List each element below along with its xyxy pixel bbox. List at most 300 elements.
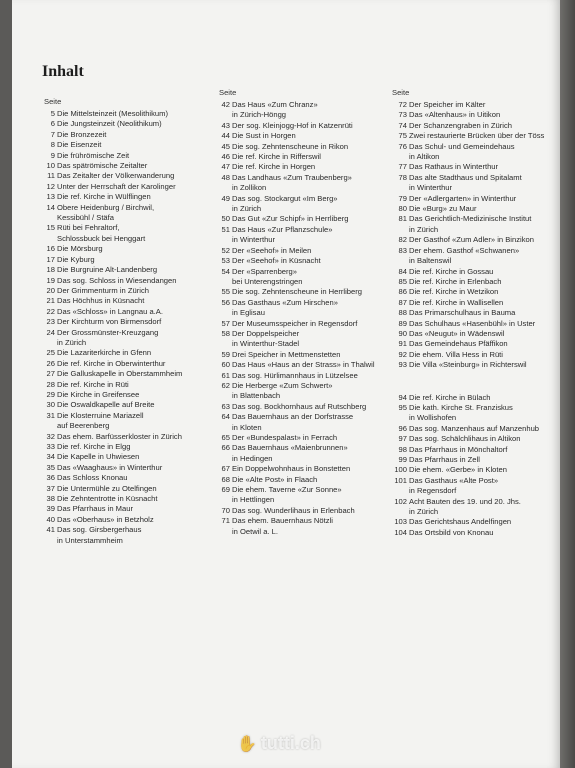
page-number: 52: [221, 245, 230, 255]
page-number: 30: [46, 400, 55, 410]
toc-entry-continuation: [392, 507, 572, 517]
page-number: 19: [46, 275, 55, 285]
toc-entry: [219, 516, 389, 526]
page-number: 7: [50, 129, 55, 139]
toc-entry: [44, 151, 214, 161]
entry-title: Die ref. Kirche in Bülach: [409, 392, 491, 402]
entry-title: Das spätrömische Zeitalter: [57, 161, 148, 171]
page-number: 66: [221, 443, 230, 453]
toc-entry: [392, 517, 572, 527]
entry-location: in Winterthur: [409, 183, 453, 193]
toc-entry: [392, 528, 572, 538]
page-number: 55: [221, 287, 230, 297]
page-number: 12: [46, 181, 55, 191]
toc-entry: [392, 214, 572, 224]
entry-title: Die ref. Kirche in Erlenbach: [409, 276, 502, 286]
page-number: 43: [221, 120, 230, 130]
toc-entry-continuation: [44, 234, 214, 244]
toc-entry: [392, 455, 572, 465]
toc-entry: [392, 329, 572, 339]
toc-entry-continuation: [392, 183, 572, 193]
toc-entry-continuation: [392, 256, 572, 266]
entry-title: Obere Heidenburg / Birchwil,: [57, 202, 155, 212]
toc-entry-continuation: [219, 339, 389, 349]
entry-title: Das sog. Schälchlihaus in Altikon: [409, 434, 521, 444]
entry-title: Das sog. Wunderlihaus in Erlenbach: [232, 505, 355, 515]
toc-entry: [392, 100, 572, 110]
toc-entry: [392, 194, 572, 204]
page-number: 44: [221, 131, 230, 141]
toc-entry: [219, 152, 389, 162]
page-number: 104: [394, 527, 407, 537]
entry-title: Die ehem. «Gerbe» in Kloten: [409, 465, 507, 475]
entry-title: Die Lazariterkirche in Gfenn: [57, 348, 152, 358]
entry-title: Der «Seehof» in Küsnacht: [232, 256, 321, 266]
toc-entry: [219, 443, 389, 453]
page-number: 54: [221, 266, 230, 276]
entry-title: Das sog. Manzenhaus auf Manzenhub: [409, 423, 540, 433]
entry-location: in Oetwil a. L.: [232, 526, 279, 536]
page-number: 36: [46, 473, 55, 483]
page-number: 56: [221, 297, 230, 307]
column-header-seite: Seite: [392, 88, 410, 97]
page-number: 87: [398, 297, 407, 307]
entry-title: Das Schulhaus «Hasenbühl» in Uster: [409, 318, 536, 328]
toc-entry: [392, 339, 572, 349]
toc-entry: [44, 244, 214, 254]
page-number: 17: [46, 254, 55, 264]
page-number: 22: [46, 306, 55, 316]
toc-entry: [44, 473, 214, 483]
entry-title: Das Schul- und Gemeindehaus: [409, 141, 515, 151]
toc-entry: [392, 246, 572, 256]
toc-entry: [44, 400, 214, 410]
toc-entry: [392, 287, 572, 297]
page-number: 11: [47, 171, 55, 181]
page-number: 100: [394, 465, 407, 475]
entry-title: Die «Burg» zu Maur: [409, 204, 477, 214]
page-number: 86: [398, 287, 407, 297]
toc-entry: [219, 381, 389, 391]
toc-entry: [219, 142, 389, 152]
toc-entry: [44, 369, 214, 379]
entry-title: Das Bauernhaus «Maienbrunnen»: [232, 443, 348, 453]
toc-entry: [44, 265, 214, 275]
page-number: 99: [398, 455, 407, 464]
entry-location: in Zürich-Höngg: [232, 110, 287, 120]
page-number: 93: [398, 360, 407, 370]
entry-title: Die frührömische Zeit: [57, 150, 130, 160]
toc-entry: [392, 350, 572, 360]
toc-entry-continuation: [44, 536, 214, 546]
toc-entry-continuation: [219, 235, 389, 245]
page-number: 50: [221, 214, 230, 224]
toc-entry: [44, 203, 214, 213]
page-number: 75: [398, 131, 407, 141]
entry-title: Unter der Herrschaft der Karolinger: [57, 181, 176, 191]
entry-title: Das Pfarrhaus in Maur: [57, 504, 133, 514]
page-number: 63: [221, 401, 230, 411]
entry-title: Die Kapelle in Uhwiesen: [57, 452, 140, 462]
entry-title: Die Galluskapelle in Oberstammheim: [57, 369, 183, 379]
page-number: 32: [46, 431, 55, 441]
entry-location: in Baltenswil: [409, 256, 452, 266]
toc-entry: [219, 464, 389, 474]
entry-title: Die Herberge «Zum Schwert»: [232, 380, 333, 390]
page-number: 97: [398, 434, 407, 444]
page-number: 92: [398, 349, 407, 359]
page-number: 34: [46, 452, 55, 462]
toc-entry: [392, 393, 572, 403]
page-number: 102: [394, 496, 407, 506]
toc-entry-continuation: [392, 152, 572, 162]
entry-location: in Zürich: [57, 337, 87, 347]
page-number: 94: [398, 392, 407, 402]
entry-title: Das Landhaus «Zum Traubenberg»: [232, 172, 352, 182]
toc-entry: [392, 445, 572, 455]
entry-title: Das Gemeindehaus Pfäffikon: [409, 339, 508, 349]
page-number: 31: [46, 410, 55, 420]
page-number: 82: [398, 235, 407, 245]
entry-location: in Regensdorf: [409, 486, 457, 496]
page-number: 40: [46, 514, 55, 524]
entry-location: in Zürich: [409, 224, 439, 234]
toc-entry: [44, 484, 214, 494]
page-number: 25: [46, 348, 55, 358]
toc-entry-continuation: [219, 391, 389, 401]
page-number: 71: [221, 516, 230, 526]
entry-title: Die ref. Kirche in Horgen: [232, 162, 316, 172]
entry-title: Das sog. Stockargut «Im Berg»: [232, 193, 338, 203]
toc-entry-continuation: [219, 183, 389, 193]
page-number: 42: [221, 100, 230, 109]
watermark: [237, 733, 321, 754]
toc-entry: [219, 121, 389, 131]
toc-entry: [219, 214, 389, 224]
page-number: 27: [46, 369, 55, 379]
page-number: 62: [221, 380, 230, 390]
entry-title: Die Klosterruine Mariazell: [57, 410, 144, 420]
entry-title: Die Eisenzeit: [57, 140, 102, 150]
watermark-text: tutti.ch: [260, 733, 321, 753]
toc-entry: [44, 255, 214, 265]
entry-title: Das Rathaus in Winterthur: [409, 162, 499, 172]
page-number: 79: [398, 193, 407, 203]
page-number: 72: [398, 100, 407, 109]
page-number: 57: [221, 318, 230, 328]
toc-entry-continuation: [219, 423, 389, 433]
page-number: 70: [221, 505, 230, 515]
page-number: 37: [46, 483, 55, 493]
entry-title: Das Pfarrhaus in Mönchaltorf: [409, 444, 508, 454]
entry-title: Das sog. Bockhornhaus auf Rutschberg: [232, 401, 367, 411]
page-number: 60: [221, 360, 230, 370]
entry-location: in Unterstammheim: [57, 535, 123, 545]
entry-location: in Kloten: [232, 422, 262, 432]
entry-title: Die kath. Kirche St. Franziskus: [409, 402, 513, 412]
toc-entry: [392, 121, 572, 131]
page-number: 23: [46, 317, 55, 327]
toc-column-1: [44, 97, 214, 546]
page-number: 103: [394, 517, 407, 527]
page-number: 65: [221, 433, 230, 442]
entry-location: in Zollikon: [232, 183, 267, 193]
toc-entry-continuation: [219, 454, 389, 464]
entry-title: Das Ortsbild von Knonau: [409, 527, 494, 537]
toc-entry: [44, 182, 214, 192]
page-number: 5: [50, 109, 55, 118]
entry-title: Das Haus «Haus an der Strass» in Thalwil: [232, 360, 375, 370]
entry-location: in Hettlingen: [232, 495, 275, 505]
toc-entry: [219, 485, 389, 495]
tutti-logo-icon: ✋: [237, 735, 257, 753]
entry-title: Die ref. Kirche in Rüti: [57, 379, 129, 389]
page-title: Inhalt: [42, 63, 84, 80]
toc-entry: [219, 246, 389, 256]
toc-entry-continuation: [219, 527, 389, 537]
toc-entry: [219, 433, 389, 443]
entry-title: Das Haus «Zum Chranz»: [232, 100, 318, 109]
page-number: 83: [398, 245, 407, 255]
page-number: 85: [398, 276, 407, 286]
toc-entry-continuation: [392, 413, 572, 423]
entry-title: Der Doppelspeicher: [232, 328, 300, 338]
page-number: 18: [46, 265, 55, 275]
toc-entry: [219, 267, 389, 277]
toc-entry: [392, 476, 572, 486]
toc-entry: [44, 494, 214, 504]
entry-title: Der Museumsspeicher in Regensdorf: [232, 318, 358, 328]
toc-entry-continuation: [219, 277, 389, 287]
entry-title: Die ref. Kirche in Rifferswil: [232, 152, 321, 162]
page-number: 48: [221, 172, 230, 182]
toc-entry: [44, 442, 214, 452]
entry-title: Das Schloss Knonau: [57, 473, 128, 483]
column-header-seite: Seite: [219, 88, 237, 97]
toc-entry: [392, 131, 572, 141]
entry-title: Die sog. Zehntenscheune in Rikon: [232, 141, 349, 151]
entry-title: Der Speicher im Kälter: [409, 100, 486, 109]
toc-entry-continuation: [219, 308, 389, 318]
entry-title: Das alte Stadthaus und Spitalamt: [409, 172, 522, 182]
entry-title: Das Höchhus in Küsnacht: [57, 296, 145, 306]
toc-entry-continuation: [219, 204, 389, 214]
page-number: 64: [221, 412, 230, 422]
page-number: 45: [221, 141, 230, 151]
toc-entry: [219, 194, 389, 204]
page-number: 16: [46, 244, 55, 254]
entry-title: Das Zeitalter der Völkerwanderung: [57, 171, 175, 181]
entry-title: Die ehem. Taverne «Zur Sonne»: [232, 485, 342, 495]
entry-title: Das Gut «Zur Schipf» in Herrliberg: [232, 214, 349, 224]
toc-entry: [44, 171, 214, 181]
toc-entry: [392, 235, 572, 245]
page-number: 38: [46, 494, 55, 504]
toc-entry: [44, 307, 214, 317]
page-number: 96: [398, 423, 407, 433]
page-number: 95: [398, 402, 407, 412]
page-number: 39: [46, 504, 55, 514]
toc-entry: [219, 225, 389, 235]
toc-entry: [44, 276, 214, 286]
entry-title: Die ref. Kirche in Oberwinterthur: [57, 358, 166, 368]
page-number: 29: [46, 389, 55, 399]
entry-title: Die Kyburg: [57, 254, 95, 264]
entry-title: Die ref. Kirche in Gossau: [409, 266, 494, 276]
page-number: 74: [398, 120, 407, 130]
entry-title: Die Untermühle zu Otelfingen: [57, 483, 157, 493]
toc-entry: [44, 286, 214, 296]
toc-entry: [219, 298, 389, 308]
page-number: 77: [398, 162, 407, 172]
toc-entry: [44, 380, 214, 390]
toc-entry: [44, 223, 214, 233]
toc-entry-continuation: [44, 421, 214, 431]
page-number: 80: [398, 204, 407, 214]
entry-title: Der Grossmünster-Kreuzgang: [57, 327, 159, 337]
page-number: 26: [46, 358, 55, 368]
entry-title: Das Gasthaus «Alte Post»: [409, 475, 499, 485]
entry-title: Die Mittelsteinzeit (Mesolithikum): [57, 109, 168, 118]
toc-entry: [44, 161, 214, 171]
entry-title: Das «Neugut» in Wädenswil: [409, 328, 505, 338]
page-number: 10: [46, 161, 55, 171]
toc-entry: [44, 390, 214, 400]
toc-entry: [44, 119, 214, 129]
page-number: 59: [221, 349, 230, 359]
toc-entry: [392, 110, 572, 120]
entry-title: Das Gerichtshaus Andelfingen: [409, 517, 512, 527]
page-number: 24: [46, 327, 55, 337]
entry-title: Der Gasthof «Zum Adler» in Binzikon: [409, 235, 534, 245]
entry-title: Das «Altenhaus» in Uitikon: [409, 110, 501, 120]
toc-entry-continuation: [44, 213, 214, 223]
toc-entry: [392, 267, 572, 277]
entry-title: Das Gasthaus «Zum Hirschen»: [232, 297, 338, 307]
toc-column-2: [219, 88, 389, 537]
page-number: 101: [394, 475, 407, 485]
toc-entry: [44, 317, 214, 327]
toc-entry: [219, 256, 389, 266]
entry-title: Die Burgruine Alt-Landenberg: [57, 265, 158, 275]
page-number: 13: [46, 192, 55, 202]
entry-title: Die Villa «Steinburg» in Richterswil: [409, 360, 527, 370]
toc-entry: [219, 402, 389, 412]
toc-entry: [44, 109, 214, 119]
entry-title: Drei Speicher in Mettmenstetten: [232, 349, 341, 359]
entry-location: Kessibühl / Stäfa: [57, 213, 114, 223]
entry-title: Die Oswaldkapelle auf Breite: [57, 400, 155, 410]
page-number: 35: [46, 462, 55, 472]
entry-title: Die Kirche in Greifensee: [57, 389, 140, 399]
toc-entry: [219, 506, 389, 516]
toc-entry: [44, 328, 214, 338]
entry-location: in Winterthur: [232, 235, 276, 245]
toc-entry: [219, 173, 389, 183]
entry-title: Die ref. Kirche in Wülflingen: [57, 192, 151, 202]
toc-entry-continuation: [219, 495, 389, 505]
entry-title: Das sog. Hürlimannhaus in Lützelsee: [232, 370, 358, 380]
page-number: 21: [46, 296, 55, 306]
page-number: 9: [50, 150, 55, 160]
entry-title: Die «Alte Post» in Flaach: [232, 474, 318, 484]
toc-entry: [219, 319, 389, 329]
page-number: 98: [398, 444, 407, 454]
page-number: 20: [46, 285, 55, 295]
toc-entry: [219, 100, 389, 110]
entry-title: Die sog. Zehntenscheune in Herrliberg: [232, 287, 363, 297]
page-number: 53: [221, 256, 230, 266]
toc-entry: [392, 434, 572, 444]
page-number: 46: [221, 152, 230, 162]
entry-title: Ein Doppelwohnhaus in Bonstetten: [232, 464, 351, 474]
toc-column-3: [392, 88, 572, 538]
column-header-seite: Seite: [44, 97, 62, 106]
toc-entry: [44, 348, 214, 358]
entry-title: Der sog. Kleinjogg-Hof in Katzenrüti: [232, 120, 353, 130]
entry-title: Die Zehntentrotte in Küsnacht: [57, 494, 158, 504]
page-number: 61: [221, 370, 230, 380]
entry-title: Die Sust in Horgen: [232, 131, 296, 141]
toc-entry: [392, 142, 572, 152]
page-number: 8: [50, 140, 55, 150]
toc-entry-continuation: [392, 486, 572, 496]
toc-entry: [392, 204, 572, 214]
entry-title: Zwei restaurierte Brücken über der Töss: [409, 131, 545, 141]
toc-entry: [44, 192, 214, 202]
toc-entry: [44, 140, 214, 150]
toc-entry: [392, 319, 572, 329]
toc-entry: [219, 360, 389, 370]
page-number: 15: [46, 223, 55, 233]
entry-location: in Eglisau: [232, 308, 265, 318]
toc-entry: [219, 162, 389, 172]
toc-entry: [392, 298, 572, 308]
entry-title: Der «Bundespalast» in Ferrach: [232, 433, 338, 442]
entry-title: Das «Schloss» in Langnau a.A.: [57, 306, 163, 316]
toc-entry: [44, 525, 214, 535]
entry-title: Acht Bauten des 19. und 20. Jhs.: [409, 496, 521, 506]
entry-title: Der ehem. Gasthof «Schwanen»: [409, 245, 520, 255]
page-number: 78: [398, 172, 407, 182]
toc-entry: [219, 412, 389, 422]
entry-location: in Altikon: [409, 152, 440, 162]
toc-entry: [219, 475, 389, 485]
toc-entry: [44, 452, 214, 462]
toc-entry: [44, 411, 214, 421]
toc-entry: [392, 173, 572, 183]
page-number: 76: [398, 141, 407, 151]
toc-entry: [392, 162, 572, 172]
entry-title: Der «Seehof» in Meilen: [232, 245, 312, 255]
toc-entry: [44, 504, 214, 514]
entry-location: in Hedingen: [232, 453, 273, 463]
page-number: 33: [46, 442, 55, 451]
page-number: 69: [221, 485, 230, 495]
toc-entry: [219, 329, 389, 339]
toc-entry: [392, 277, 572, 287]
toc-entry: [392, 308, 572, 318]
toc-entry: [219, 131, 389, 141]
page-number: 14: [46, 202, 55, 212]
page-number: 81: [398, 214, 407, 224]
entry-location: bei Unterengstringen: [232, 276, 303, 286]
entry-title: Der «Sparrenberg»: [232, 266, 298, 276]
entry-title: Das ehem. Bauernhaus Nötzli: [232, 516, 333, 526]
entry-title: Die Mörsburg: [57, 244, 103, 254]
toc-entry: [392, 360, 572, 370]
page-number: 28: [46, 379, 55, 389]
